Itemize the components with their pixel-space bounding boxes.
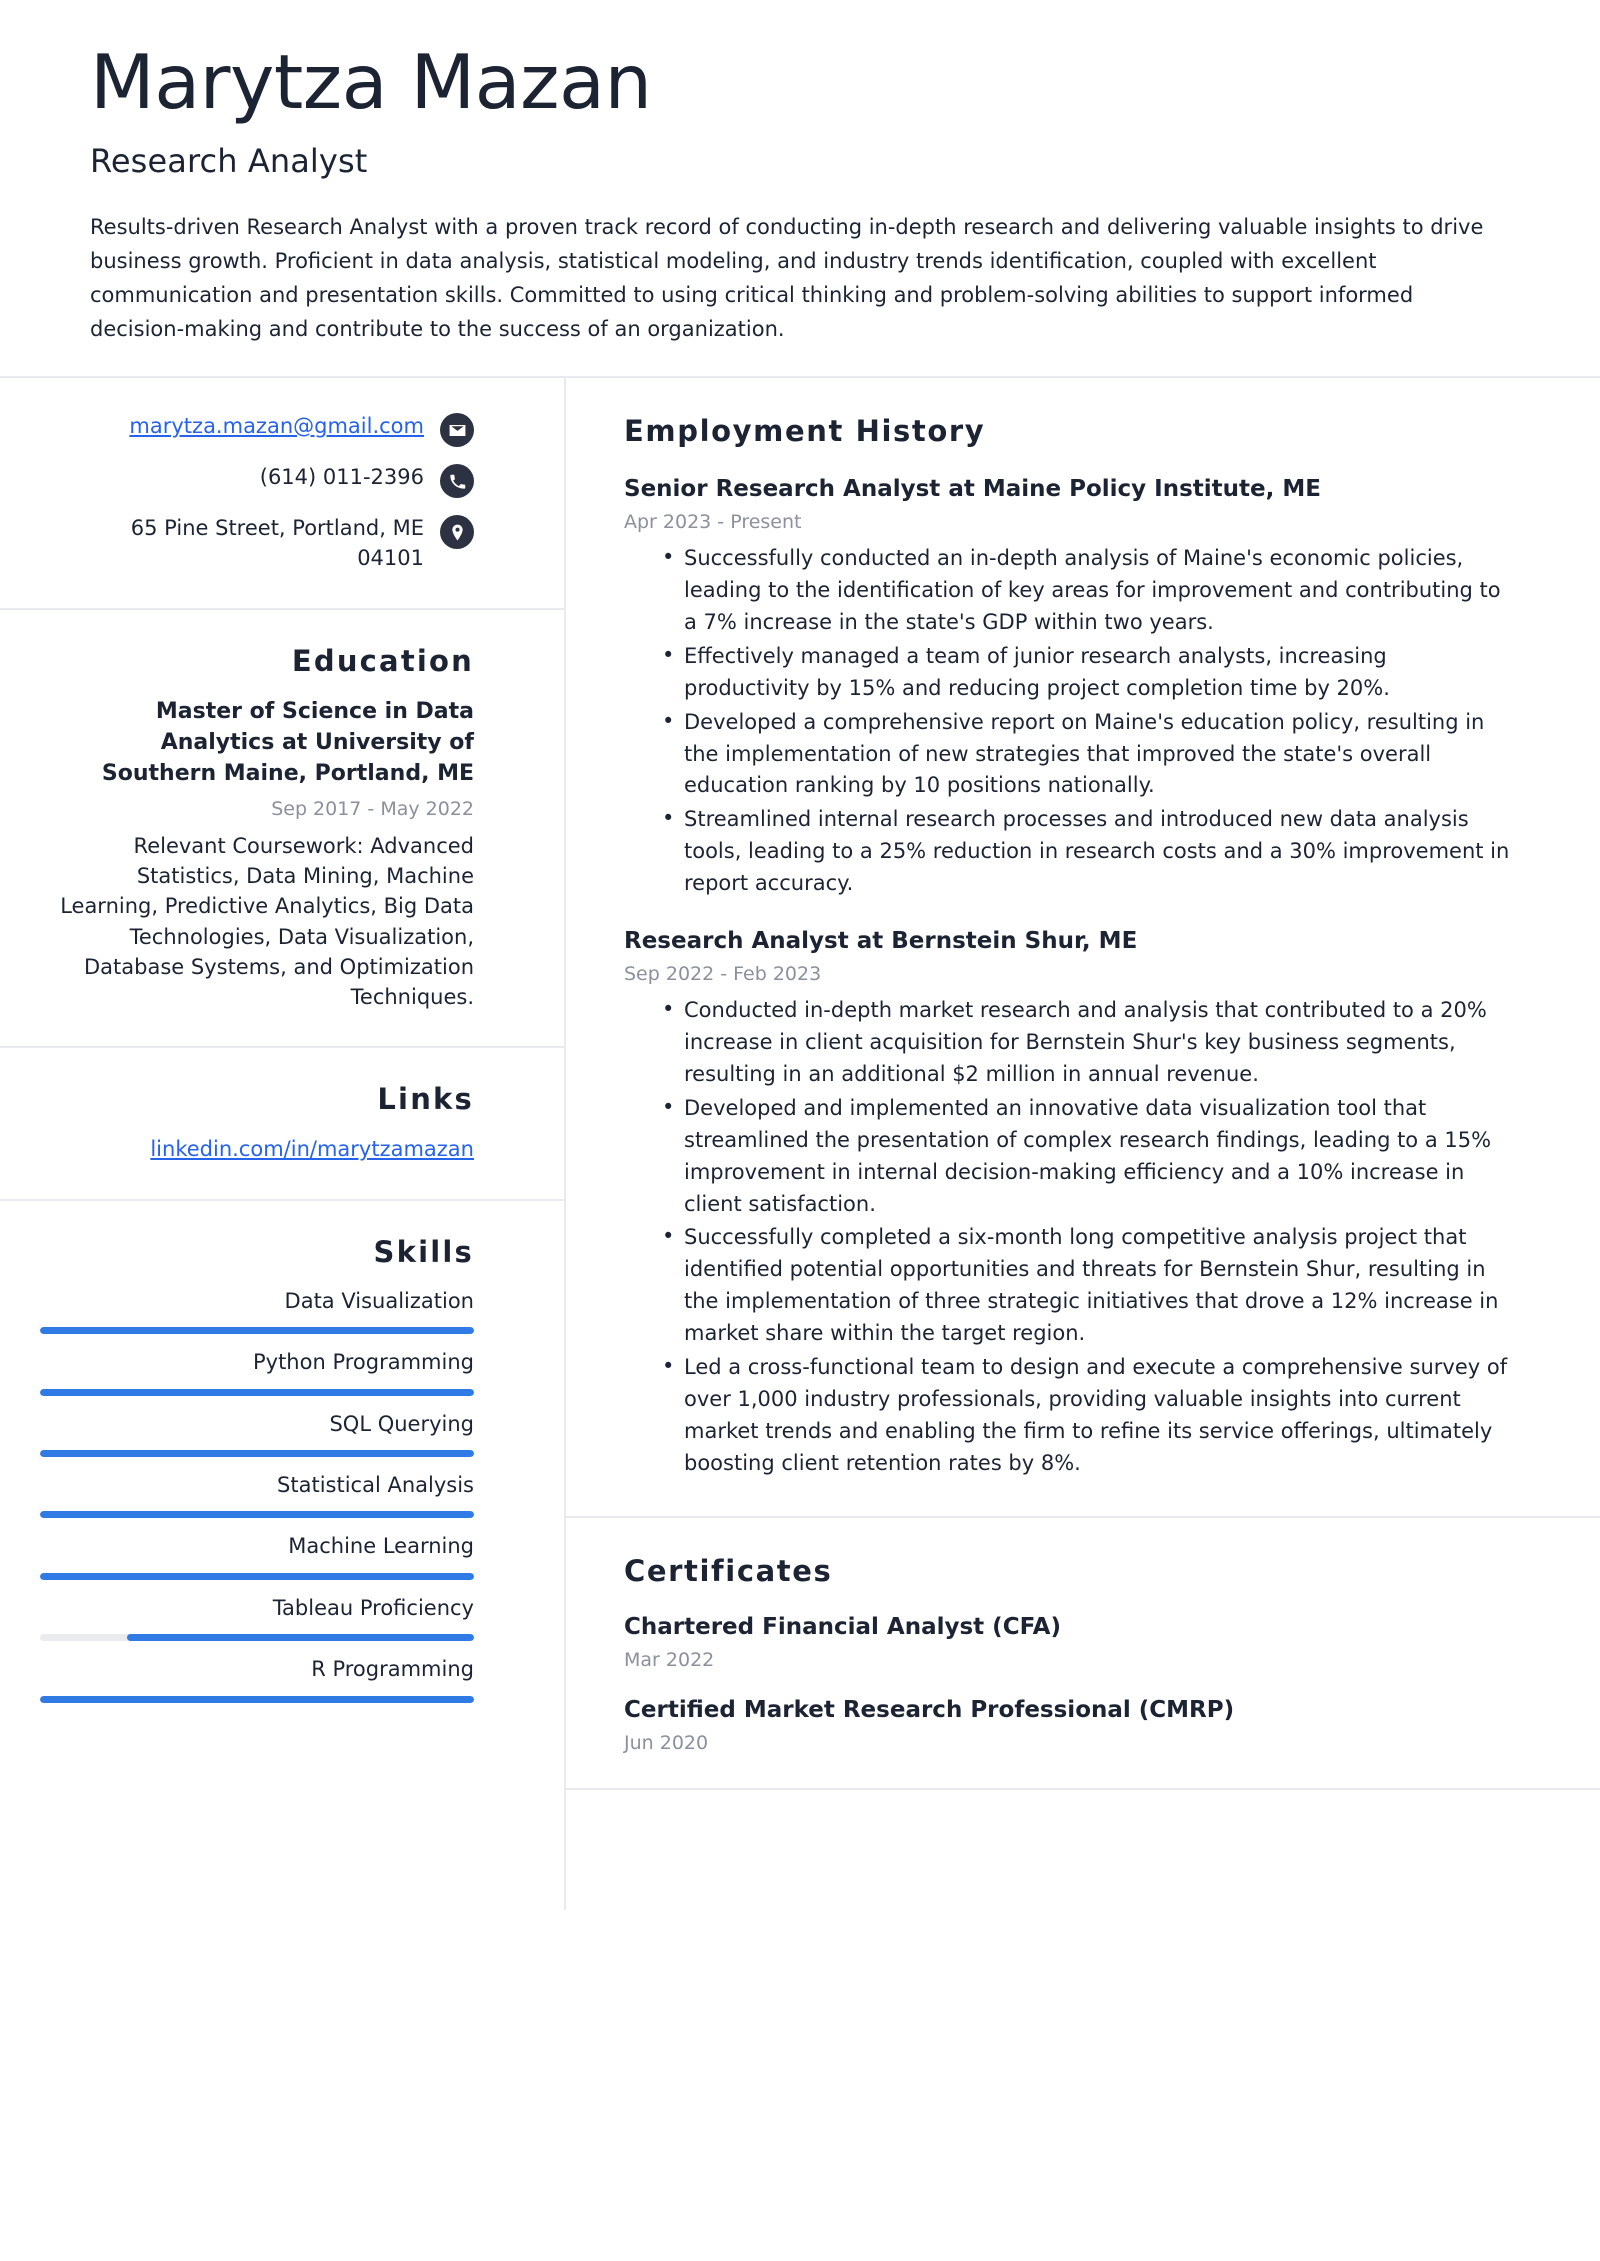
education-description: Relevant Coursework: Advanced Statistics, Data Mining, Machine Learning, Predictive Analytics, Big Data Technologies, Data Visualization, Database Systems, and Optimization Techniques. [60, 833, 474, 1010]
skill-progress-track [40, 1327, 474, 1334]
certificate-name: Certified Market Research Professional (CMRP) [624, 1696, 1235, 1723]
skill-progress-fill [40, 1696, 474, 1703]
skill-progress-track [40, 1634, 474, 1641]
education-heading: Education [291, 643, 474, 678]
contact-row-email[interactable] [40, 412, 474, 447]
certificate-date: Jun 2020 [624, 1731, 709, 1754]
skill-label: Tableau Proficiency [272, 1595, 474, 1620]
skills-section [0, 1201, 564, 1737]
contact-address: 65 Pine Street, Portland, ME 04101 [130, 516, 424, 570]
phone-icon [440, 464, 474, 498]
skill-progress-fill [40, 1389, 474, 1396]
employment-section [566, 378, 1600, 1518]
skill-item [40, 1655, 474, 1702]
skill-label: Machine Learning [288, 1534, 474, 1559]
skill-progress-fill [40, 1327, 474, 1334]
contact-section [0, 378, 564, 610]
skill-progress-fill [40, 1450, 474, 1457]
job-bullet: • Led a cross-functional team to design and execute a comprehensive survey of over 1,000 industry professionals, providing valuable insights into current market trends and enabling the firm to refine its service offerings, ultimately boosting client retention rates by 8%. [662, 1352, 1510, 1480]
job-bullet: • Successfully conducted an in-depth analysis of Maine's economic policies, leading to the identification of key areas for improvement and contributing to a 7% increase in the state's GDP within two years. [662, 543, 1510, 639]
skill-item [40, 1348, 474, 1395]
skill-progress-fill [127, 1634, 474, 1641]
job-title: Senior Research Analyst at Maine Policy Institute, ME [624, 476, 1321, 503]
candidate-job-title: Research Analyst [90, 142, 368, 180]
certificate-date: Mar 2022 [624, 1648, 715, 1671]
skill-label: SQL Querying [329, 1411, 474, 1436]
links-heading: Links [377, 1082, 474, 1117]
job-date: Apr 2023 - Present [624, 511, 802, 534]
skill-progress-track [40, 1389, 474, 1396]
certificates-heading: Certificates [624, 1553, 833, 1588]
link-item[interactable]: linkedin.com/in/marytzamazan [150, 1137, 474, 1162]
main-column [566, 378, 1600, 1910]
skill-progress-track [40, 1573, 474, 1580]
skill-label: R Programming [311, 1657, 474, 1682]
skill-label: Statistical Analysis [277, 1473, 474, 1497]
candidate-name: Marytza Mazan [90, 38, 652, 126]
certificate-name: Chartered Financial Analyst (CFA) [624, 1613, 1061, 1640]
job-title: Research Analyst at Bernstein Shur, ME [624, 928, 1138, 955]
job-bullet: • Successfully completed a six-month long competitive analysis project that identified potential opportunities and threats for Bernstein Shur, resulting in the implementation of three strategic initiatives that drove a 12% increase in market share within the target region. [662, 1222, 1510, 1350]
certificate-entry [624, 1695, 1510, 1754]
sidebar-column [0, 378, 566, 1910]
job-bullet: • Conducted in-depth market research and analysis that contributed to a 20% increase in client acquisition for Bernstein Shur's key business segments, resulting in an additional $2 million in annual revenue. [662, 995, 1510, 1091]
education-degree: Master of Science in Data Analytics at University of Southern Maine, Portland, ME [101, 698, 474, 787]
skill-label: Data Visualization [284, 1288, 474, 1313]
certificates-section [566, 1518, 1600, 1790]
skills-heading: Skills [373, 1234, 474, 1269]
links-section [0, 1048, 564, 1200]
job-bullets [624, 995, 1510, 1480]
location-pin-icon [440, 515, 474, 549]
job-bullet: • Streamlined internal research processes and introduced new data analysis tools, leading to a 25% reduction in research costs and a 30% improvement in report accuracy. [662, 804, 1510, 900]
skill-progress-track [40, 1696, 474, 1703]
professional-summary: Results-driven Research Analyst with a proven track record of conducting in-depth research and delivering valuable insights to drive business growth. Proficient in data analysis, statistical modeling, and industry trends identification, coupled with excellent communication and presentation skills. Committed to using critical thinking and problem-solving abilities to support informed decision-making and contribute to the success of an organization. [90, 215, 1484, 342]
job-bullet: • Effectively managed a team of junior research analysts, increasing productivity by 15% and reducing project completion time by 20%. [662, 641, 1510, 705]
employment-heading: Employment History [624, 414, 986, 449]
skill-progress-track [40, 1450, 474, 1457]
contact-list [40, 412, 474, 574]
contact-phone: (614) 011-2396 [259, 465, 424, 490]
education-date: Sep 2017 - May 2022 [271, 798, 474, 821]
skill-progress-track [40, 1511, 474, 1518]
skill-item [40, 1410, 474, 1457]
skill-item [40, 1287, 474, 1334]
skill-item [40, 1594, 474, 1641]
contact-row-phone [40, 463, 474, 498]
resume-body [0, 378, 1600, 1910]
education-section [0, 610, 564, 1049]
skill-progress-fill [40, 1511, 474, 1518]
skill-item [40, 1532, 474, 1579]
job-date: Sep 2022 - Feb 2023 [624, 963, 822, 986]
contact-email[interactable]: marytza.mazan@gmail.com [129, 414, 424, 439]
resume-header [0, 0, 1600, 346]
job-bullet: • Developed a comprehensive report on Maine's education policy, resulting in the implementation of new strategies that improved the state's overall education ranking by 10 positions nationally. [662, 707, 1510, 803]
envelope-icon [440, 413, 474, 447]
skill-item [40, 1471, 474, 1518]
job-bullets [624, 543, 1510, 900]
certificate-entry [624, 1612, 1510, 1671]
skill-label: Python Programming [252, 1350, 474, 1375]
main-column-tail [566, 1790, 1600, 1910]
job-entry [624, 926, 1510, 1480]
contact-row-address [40, 514, 474, 574]
job-bullet: • Developed and implemented an innovative data visualization tool that streamlined the presentation of complex research findings, leading to a 15% improvement in internal decision-making efficiency and a 10% increase in client satisfaction. [662, 1093, 1510, 1221]
job-entry [624, 474, 1510, 900]
skill-progress-fill [40, 1573, 474, 1580]
